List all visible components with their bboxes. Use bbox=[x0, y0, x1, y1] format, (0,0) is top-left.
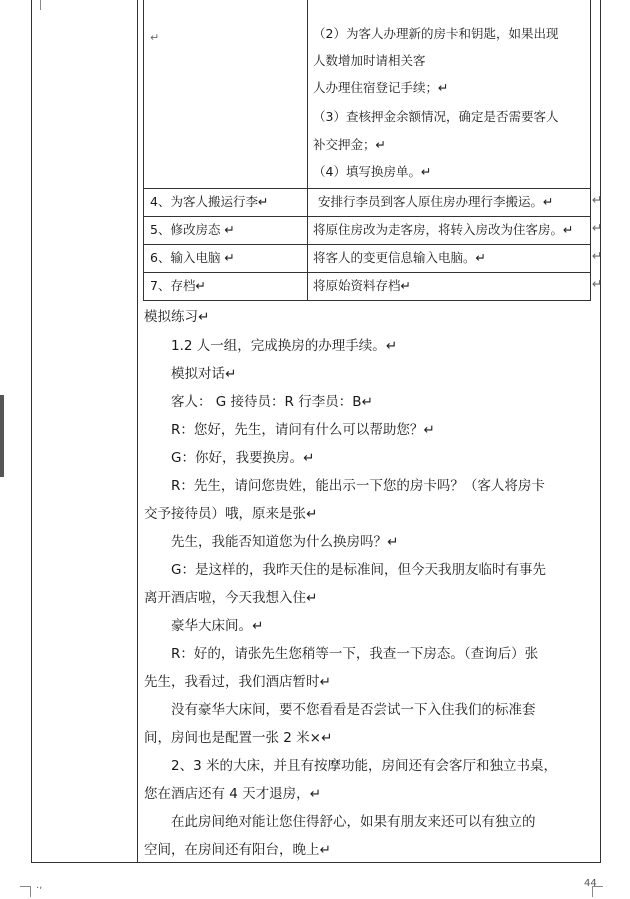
step-6-action: 将客人的变更信息输入电脑。↵ bbox=[313, 250, 486, 265]
row-end-mark-2: ↵ bbox=[592, 220, 603, 235]
body-line-11: 离开酒店啦，今天我想入住↵ bbox=[144, 590, 318, 606]
inner-row-line-3 bbox=[143, 244, 591, 245]
step-6-label: 6、输入电脑 ↵ bbox=[150, 250, 235, 265]
margin-scroll-marker bbox=[0, 395, 4, 477]
body-line-13: R：好的，请张先生您稍等一下，我查一下房态。（查询后）张 bbox=[144, 646, 539, 662]
crop-mark-bottom-left bbox=[20, 886, 31, 897]
row1-text-line-5: 补交押金；↵ bbox=[313, 137, 386, 152]
row-end-mark-4: ↵ bbox=[592, 276, 603, 291]
footer-left-mark: ., bbox=[36, 880, 43, 891]
body-line-5: R：您好，先生，请问有什么可以帮助您？↵ bbox=[144, 422, 435, 438]
body-line-14: 先生，我看过，我们酒店暂时↵ bbox=[144, 674, 331, 690]
row1-text-line-2: 人数增加时请相关客 bbox=[313, 53, 426, 68]
step-5-action: 将原住房改为走客房，将转入房改为住客房。↵ bbox=[313, 222, 574, 237]
row-end-mark-1: ↵ bbox=[592, 192, 603, 207]
body-line-17: 2、3 米的大床，并且有按摩功能，房间还有会客厅和独立书桌， bbox=[144, 758, 557, 774]
row1-text-line-4: （3）查核押金余额情况，确定是否需要客人 bbox=[313, 109, 559, 124]
body-line-2: 1.2 人一组，完成换房的办理手续。↵ bbox=[144, 338, 398, 354]
row1-text-line-6: （4）填写换房单。↵ bbox=[313, 164, 432, 179]
row1-text-line-1: （2）为客人办理新的房卡和钥匙，如果出现 bbox=[313, 26, 559, 41]
body-line-20: 空间，在房间还有阳台，晚上↵ bbox=[144, 842, 331, 858]
body-line-1: 模拟练习↵ bbox=[144, 309, 210, 325]
step-7-action: 将原始资料存档↵ bbox=[313, 278, 411, 293]
inner-bottom-border bbox=[143, 300, 591, 301]
row1-left-paragraph-mark: ↵ bbox=[150, 31, 160, 44]
body-line-4: 客人： G 接待员：R 行李员：B↵ bbox=[144, 394, 373, 410]
body-line-8: 交予接待员）哦，原来是张↵ bbox=[144, 506, 318, 522]
step-4-action: 安排行李员到客人原住房办理行李搬运。↵ bbox=[318, 194, 554, 209]
outer-bottom-border bbox=[31, 862, 601, 863]
outer-right-border bbox=[600, 0, 601, 862]
inner-right-border bbox=[590, 0, 591, 301]
inner-left-border bbox=[143, 0, 144, 301]
inner-row-line-4 bbox=[143, 272, 591, 273]
body-line-15: 没有豪华大床间，要不您看看是否尝试一下入住我们的标准套 bbox=[144, 702, 536, 718]
step-4-label: 4、为客人搬运行李↵ bbox=[150, 194, 269, 209]
step-7-label: 7、存档↵ bbox=[150, 278, 206, 293]
step-5-label: 5、修改房态 ↵ bbox=[150, 222, 235, 237]
inner-row-line-1 bbox=[143, 188, 591, 189]
inner-middle-divider bbox=[307, 0, 308, 301]
body-line-9: 先生，我能否知道您为什么换房吗？↵ bbox=[144, 534, 399, 550]
body-line-18: 您在酒店还有 4 天才退房，↵ bbox=[144, 786, 321, 802]
row1-text-line-3: 人办理住宿登记手续；↵ bbox=[313, 80, 449, 95]
body-line-10: G：是这样的，我昨天住的是标准间，但今天我朋友临时有事先 bbox=[144, 562, 546, 578]
body-line-3: 模拟对话↵ bbox=[144, 366, 237, 382]
body-line-16: 间，房间也是配置一张 2 米×↵ bbox=[144, 730, 333, 746]
body-line-7: R：先生，请问您贵姓，能出示一下您的房卡吗？（客人将房卡 bbox=[144, 478, 545, 494]
outer-left-border bbox=[31, 0, 32, 862]
body-line-12: 豪华大床间。↵ bbox=[144, 618, 264, 634]
row-end-mark-3: ↵ bbox=[592, 248, 603, 263]
inner-row-line-2 bbox=[143, 216, 591, 217]
body-line-19: 在此房间绝对能让您住得舒心，如果有朋友来还可以有独立的 bbox=[144, 814, 536, 830]
body-line-6: G：你好，我要换房。↵ bbox=[144, 450, 315, 466]
page-number: 44 bbox=[584, 878, 597, 889]
outer-column-divider bbox=[137, 0, 138, 862]
